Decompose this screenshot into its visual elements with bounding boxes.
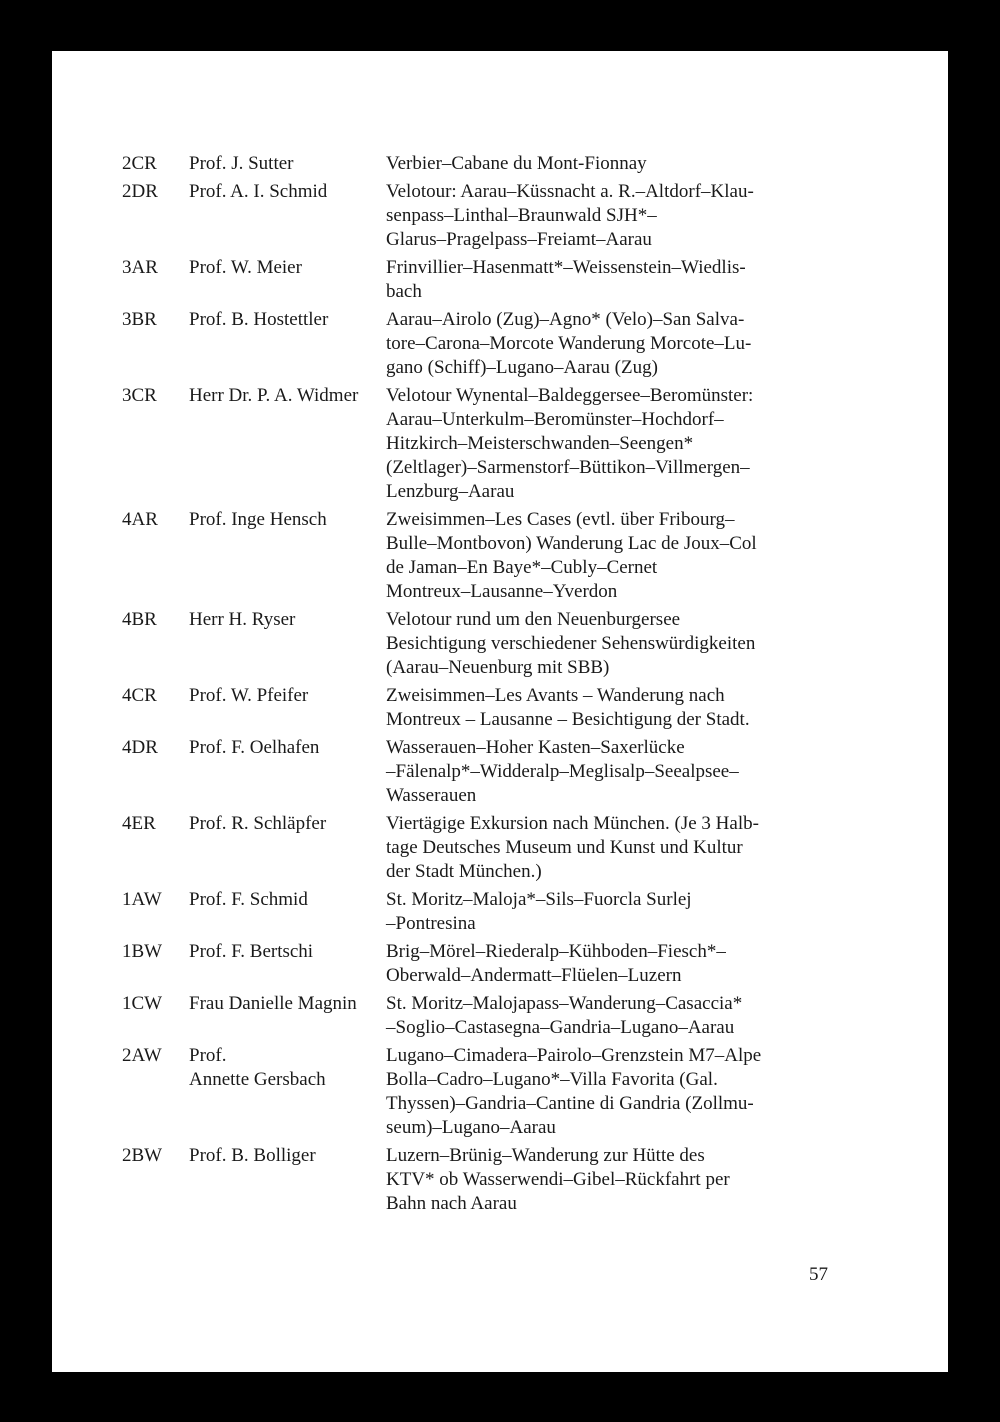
route-description-line: Zweisimmen–Les Cases (evtl. über Fribourg–: [386, 509, 735, 530]
excursion-entry: [122, 256, 882, 304]
excursion-entry: [122, 992, 882, 1040]
route-description-line: senpass–Linthal–Braunwald SJH*–: [386, 205, 657, 226]
teacher-name: [189, 1044, 386, 1140]
teacher-name: [189, 384, 386, 504]
teacher-name-line: Herr Dr. P. A. Widmer: [189, 385, 359, 406]
teacher-name: [189, 888, 386, 936]
route-description: [386, 684, 882, 732]
route-description-line: bach: [386, 281, 422, 302]
route-description: [386, 1144, 882, 1216]
excursion-entry: [122, 684, 882, 732]
teacher-name: [189, 308, 386, 380]
route-description-line: Luzern–Brünig–Wanderung zur Hütte des: [386, 1145, 705, 1166]
route-description-line: Bahn nach Aarau: [386, 1193, 517, 1214]
teacher-name-line: Prof. W. Pfeifer: [189, 685, 309, 706]
class-code: 4AR: [122, 509, 158, 530]
teacher-name-line: Herr H. Ryser: [189, 609, 296, 630]
excursion-entry: [122, 384, 882, 504]
teacher-name: [189, 940, 386, 988]
teacher-name: [189, 608, 386, 680]
page-number: 57: [809, 1264, 828, 1285]
class-code: 1CW: [122, 993, 163, 1014]
route-description: [386, 940, 882, 988]
route-description-line: –Pontresina: [386, 913, 476, 934]
route-description-line: seum)–Lugano–Aarau: [386, 1117, 556, 1138]
teacher-name: [189, 684, 386, 732]
route-description-line: Lugano–Cimadera–Pairolo–Grenzstein M7–Alpe: [386, 1045, 762, 1066]
excursion-entry: [122, 888, 882, 936]
excursion-entry: [122, 736, 882, 808]
class-code: 2AW: [122, 1045, 162, 1066]
route-description-line: Bolla–Cadro–Lugano*–Villa Favorita (Gal.: [386, 1069, 718, 1090]
route-description-line: Hitzkirch–Meisterschwanden–Seengen*: [386, 433, 694, 454]
teacher-name: [189, 812, 386, 884]
route-description-line: (Zeltlager)–Sarmenstorf–Büttikon–Villmergen–: [386, 457, 750, 478]
class-code: 1BW: [122, 941, 163, 962]
teacher-name-line: Prof. R. Schläpfer: [189, 813, 327, 834]
route-description-line: Aarau–Unterkulm–Beromünster–Hochdorf–: [386, 409, 724, 430]
route-description: [386, 812, 882, 884]
route-description-line: St. Moritz–Maloja*–Sils–Fuorcla Surlej: [386, 889, 692, 910]
class-code: 3CR: [122, 385, 157, 406]
class-code: 4DR: [122, 737, 158, 758]
route-description-line: Montreux–Lausanne–Yverdon: [386, 581, 618, 602]
class-code: 1AW: [122, 889, 162, 910]
excursion-entry: [122, 608, 882, 680]
route-description-line: Zweisimmen–Les Avants – Wanderung nach: [386, 685, 725, 706]
class-code: 4CR: [122, 685, 157, 706]
excursion-entry: [122, 152, 882, 176]
teacher-name-line: Prof. Inge Hensch: [189, 509, 327, 530]
document-page: [52, 51, 948, 1372]
route-description: [386, 256, 882, 304]
class-code: 3AR: [122, 257, 158, 278]
teacher-name-line: Prof. J. Sutter: [189, 153, 294, 174]
class-code: 2BW: [122, 1145, 163, 1166]
route-description-line: Viertägige Exkursion nach München. (Je 3 Halb-: [386, 813, 759, 834]
route-description: [386, 384, 882, 504]
route-description-line: Aarau–Airolo (Zug)–Agno* (Velo)–San Salva-: [386, 309, 745, 330]
route-description-line: tore–Carona–Morcote Wanderung Morcote–Lu-: [386, 333, 752, 354]
route-description-line: der Stadt München.): [386, 861, 542, 882]
excursion-entry: [122, 812, 882, 884]
teacher-name-line: Prof. B. Bolliger: [189, 1145, 316, 1166]
route-description-line: Wasserauen: [386, 785, 477, 806]
route-description-line: Frinvillier–Hasenmatt*–Weissenstein–Wiedlis-: [386, 257, 746, 278]
route-description-line: St. Moritz–Malojapass–Wanderung–Casaccia*: [386, 993, 743, 1014]
teacher-name: [189, 1144, 386, 1216]
route-description-line: –Soglio–Castasegna–Gandria–Lugano–Aarau: [386, 1017, 735, 1038]
route-description-line: Oberwald–Andermatt–Flüelen–Luzern: [386, 965, 682, 986]
route-description-line: Velotour rund um den Neuenburgersee: [386, 609, 681, 630]
route-description: [386, 152, 882, 176]
teacher-name-line: Prof. A. I. Schmid: [189, 181, 328, 202]
teacher-name: [189, 152, 386, 176]
route-description-line: Montreux – Lausanne – Besichtigung der Stadt.: [386, 709, 750, 730]
excursion-list: [122, 152, 882, 1220]
teacher-name-line: Prof. F. Schmid: [189, 889, 308, 910]
excursion-entry: [122, 940, 882, 988]
route-description: [386, 508, 882, 604]
teacher-name-line: Prof. W. Meier: [189, 257, 302, 278]
route-description-line: Lenzburg–Aarau: [386, 481, 515, 502]
teacher-name: [189, 256, 386, 304]
class-code: 4ER: [122, 813, 156, 834]
teacher-name: [189, 508, 386, 604]
route-description: [386, 180, 882, 252]
route-description-line: Verbier–Cabane du Mont-Fionnay: [386, 153, 647, 174]
class-code: 3BR: [122, 309, 157, 330]
route-description: [386, 1044, 882, 1140]
excursion-entry: [122, 180, 882, 252]
route-description-line: KTV* ob Wasserwendi–Gibel–Rückfahrt per: [386, 1169, 730, 1190]
route-description-line: (Aarau–Neuenburg mit SBB): [386, 657, 610, 678]
route-description: [386, 888, 882, 936]
teacher-name-line: Prof. F. Bertschi: [189, 941, 314, 962]
route-description-line: Glarus–Pragelpass–Freiamt–Aarau: [386, 229, 652, 250]
route-description: [386, 992, 882, 1040]
excursion-entry: [122, 1044, 882, 1140]
route-description-line: Besichtigung verschiedener Sehenswürdigkeiten: [386, 633, 756, 654]
route-description: [386, 736, 882, 808]
class-code: 4BR: [122, 609, 157, 630]
teacher-name: [189, 992, 386, 1040]
route-description-line: de Jaman–En Baye*–Cubly–Cernet: [386, 557, 658, 578]
route-description-line: tage Deutsches Museum und Kunst und Kultur: [386, 837, 743, 858]
class-code: 2CR: [122, 153, 157, 174]
excursion-entry: [122, 308, 882, 380]
teacher-name-line: Frau Danielle Magnin: [189, 993, 357, 1014]
teacher-name-line: Prof. B. Hostettler: [189, 309, 329, 330]
class-code: 2DR: [122, 181, 158, 202]
route-description-line: gano (Schiff)–Lugano–Aarau (Zug): [386, 357, 658, 378]
route-description-line: Bulle–Montbovon) Wanderung Lac de Joux–Col: [386, 533, 757, 554]
route-description-line: –Fälenalp*–Widderalp–Meglisalp–Seealpsee–: [386, 761, 739, 782]
route-description-line: Velotour Wynental–Baldeggersee–Beromünster:: [386, 385, 754, 406]
route-description-line: Thyssen)–Gandria–Cantine di Gandria (Zollmu-: [386, 1093, 754, 1114]
route-description-line: Brig–Mörel–Riederalp–Kühboden–Fiesch*–: [386, 941, 726, 962]
excursion-entry: [122, 1144, 882, 1216]
route-description-line: Velotour: Aarau–Küssnacht a. R.–Altdorf–Klau-: [386, 181, 754, 202]
teacher-name-line: Prof. F. Oelhafen: [189, 737, 320, 758]
route-description: [386, 608, 882, 680]
teacher-name: [189, 736, 386, 808]
excursion-entry: [122, 508, 882, 604]
teacher-name-line: Annette Gersbach: [189, 1069, 326, 1090]
route-description-line: Wasserauen–Hoher Kasten–Saxerlücke: [386, 737, 685, 758]
teacher-name: [189, 180, 386, 252]
teacher-name-line: Prof.: [189, 1045, 227, 1066]
route-description: [386, 308, 882, 380]
